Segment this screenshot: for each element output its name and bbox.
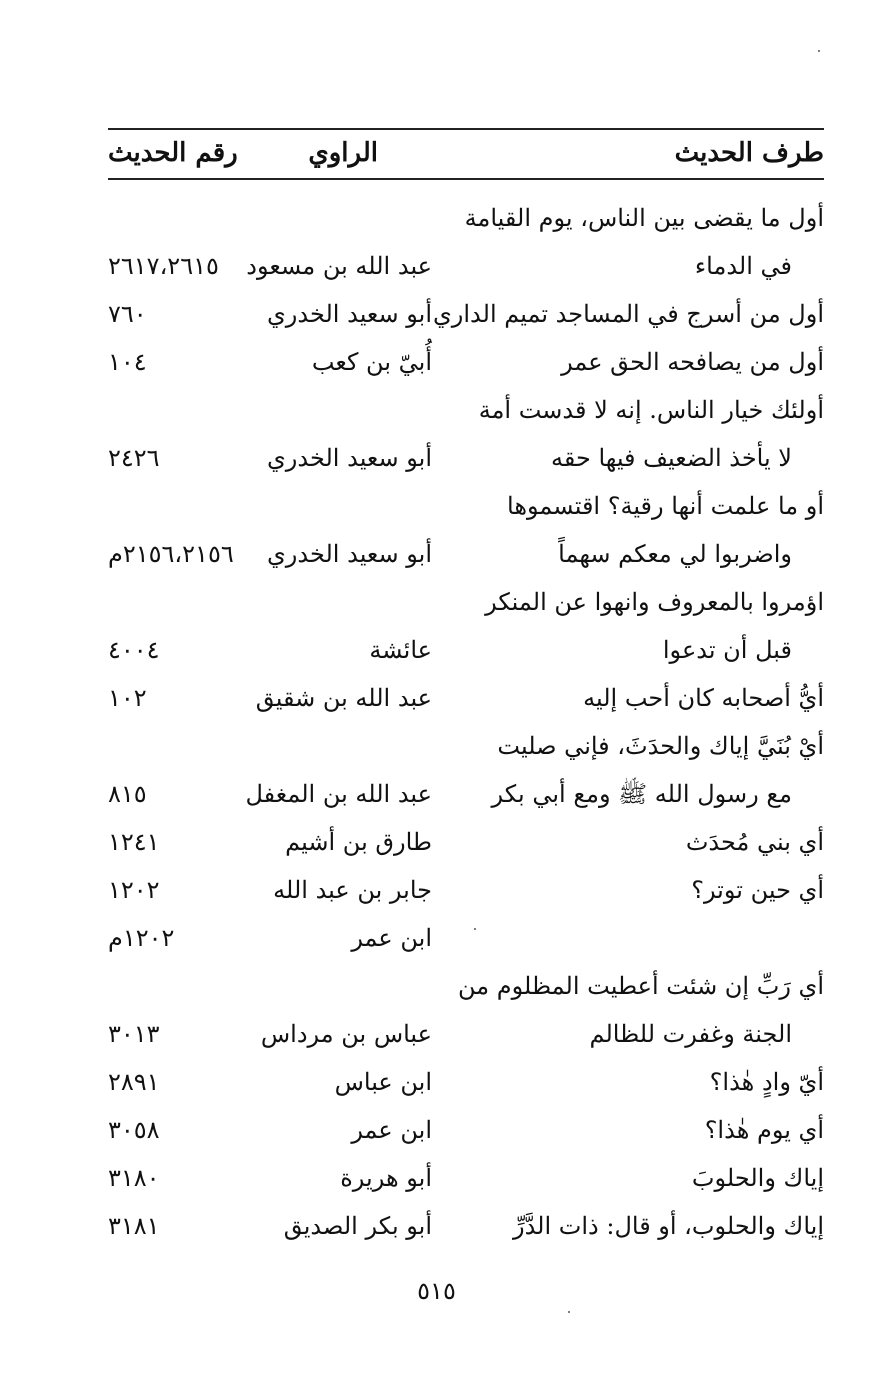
narrator: عبد الله بن المغفل: [245, 780, 432, 808]
narrator: أبو هريرة: [340, 1164, 432, 1192]
table-row: [108, 531, 824, 579]
narrator: أبو بكر الصديق: [283, 1212, 432, 1240]
hadith-number: ٣٠٥٨: [108, 1116, 160, 1144]
hadith-number: ٨١٥: [108, 780, 147, 808]
hadith-text: أو ما علمت أنها رقية؟ اقتسموها: [507, 492, 824, 520]
hadith-text: أول من يصافحه الحق عمر: [561, 348, 824, 376]
hadith-number: ٢٨٩١: [108, 1068, 160, 1096]
hadith-number: ٧٦٠: [108, 300, 147, 328]
scan-speck: [474, 928, 476, 930]
narrator: أبو سعيد الخدري: [267, 300, 432, 328]
hadith-text: مع رسول الله ﷺ ومع أبي بكر: [491, 780, 792, 808]
hadith-text: أي حين توتر؟: [691, 876, 824, 904]
table-header: [108, 128, 824, 180]
table-row: [108, 435, 824, 483]
narrator: أبو سعيد الخدري: [267, 444, 432, 472]
narrator: ابن عمر: [351, 924, 432, 952]
hadith-number: ٣٠١٣: [108, 1020, 160, 1048]
hadith-text: إياك والحلوبَ: [691, 1164, 824, 1192]
hadith-number: ٢٦١٧،٢٦١٥: [108, 252, 219, 280]
table-row: [108, 339, 824, 387]
table-row: [108, 1011, 824, 1059]
table-row: [108, 915, 824, 963]
table-row: [108, 819, 824, 867]
hadith-text: أولئك خيار الناس. إنه لا قدست أمة: [478, 396, 824, 424]
table-row: [108, 723, 824, 771]
hadith-number: ٢٤٢٦: [108, 444, 160, 472]
hadith-text: أول من أسرج في المساجد تميم الداري: [433, 300, 824, 328]
scan-speck: [568, 1311, 570, 1313]
table-row: [108, 675, 824, 723]
narrator: عبد الله بن شقيق: [255, 684, 432, 712]
hadith-number: ١٢٠٢م: [108, 924, 175, 952]
table-row: [108, 1059, 824, 1107]
hadith-number: ١٢٤١: [108, 828, 160, 856]
hadith-text: الجنة وغفرت للظالم: [589, 1020, 792, 1048]
narrator: عائشة: [369, 636, 432, 664]
table-row: [108, 963, 824, 1011]
narrator: جابر بن عبد الله: [273, 876, 432, 904]
table-row: [108, 627, 824, 675]
hadith-number: ٤٠٠٤: [108, 636, 160, 664]
narrator: عباس بن مرداس: [260, 1020, 432, 1048]
table-row: [108, 483, 824, 531]
table-row: [108, 243, 824, 291]
hadith-number: ٣١٨٠: [108, 1164, 160, 1192]
narrator: عبد الله بن مسعود: [246, 252, 432, 280]
table-row: [108, 579, 824, 627]
table-row: [108, 1155, 824, 1203]
hadith-text: اؤمروا بالمعروف وانهوا عن المنكر: [485, 588, 824, 616]
hadith-text: أي بني مُحدَث: [685, 828, 824, 856]
hadith-number: ١٠٤: [108, 348, 147, 376]
table-row: [108, 195, 824, 243]
hadith-index-table: [108, 195, 824, 1251]
header-hadith-number: رقم الحديث: [108, 138, 238, 168]
narrator: أبو سعيد الخدري: [267, 540, 432, 568]
header-narrator: الراوي: [308, 138, 378, 168]
narrator: ابن عمر: [351, 1116, 432, 1144]
hadith-text: أيّ وادٍ هٰذا؟: [709, 1068, 824, 1096]
hadith-text: قبل أن تدعوا: [662, 636, 792, 664]
narrator: أُبيّ بن كعب: [311, 348, 432, 376]
hadith-text: إياك والحلوب، أو قال: ذات الدَّرِّ: [512, 1212, 824, 1240]
hadith-text: أي يوم هٰذا؟: [704, 1116, 824, 1144]
table-row: [108, 1107, 824, 1155]
table-row: [108, 771, 824, 819]
hadith-text: أيْ بُنَيَّ إياك والحدَثَ، فإني صليت: [497, 732, 824, 760]
hadith-number: ٣١٨١: [108, 1212, 160, 1240]
hadith-text: أول ما يقضى بين الناس، يوم القيامة: [464, 204, 824, 232]
narrator: طارق بن أشيم: [285, 828, 432, 856]
scan-speck: [818, 50, 820, 52]
hadith-number: ١٠٢: [108, 684, 147, 712]
table-row: [108, 1203, 824, 1251]
table-row: [108, 867, 824, 915]
hadith-text: في الدماء: [694, 252, 792, 280]
hadith-number: ١٢٠٢: [108, 876, 160, 904]
page-number: ٥١٥: [417, 1277, 456, 1305]
narrator: ابن عباس: [334, 1068, 432, 1096]
hadith-text: واضربوا لي معكم سهماً: [558, 540, 792, 568]
table-row: [108, 291, 824, 339]
header-hadith-text: طرف الحديث: [674, 138, 824, 168]
hadith-text: لا يأخذ الضعيف فيها حقه: [550, 444, 792, 472]
hadith-text: أيُّ أصحابه كان أحب إليه: [583, 684, 824, 712]
hadith-text: أي رَبِّ إن شئت أعطيت المظلوم من: [458, 972, 824, 1000]
table-row: [108, 387, 824, 435]
hadith-number: ٢١٥٦،٢١٥٦م: [108, 540, 234, 568]
